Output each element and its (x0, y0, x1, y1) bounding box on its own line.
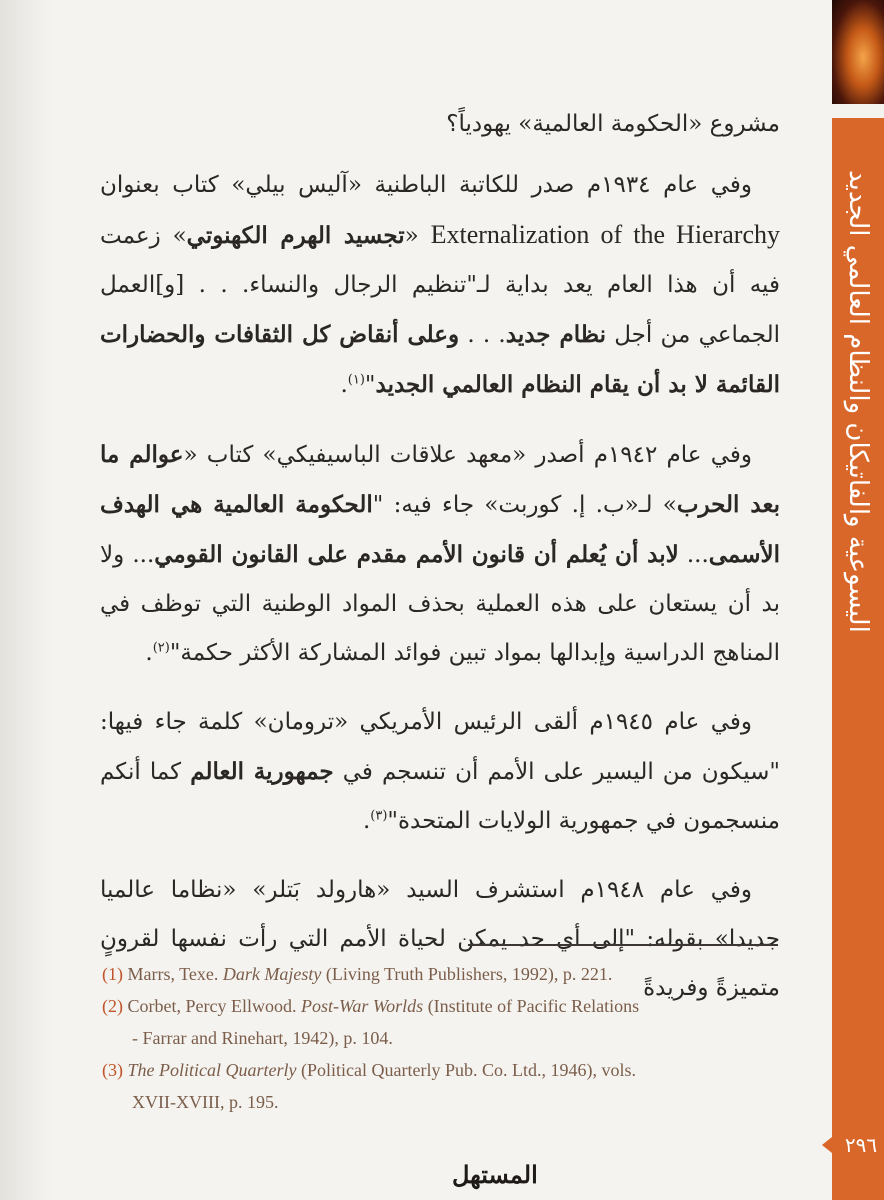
page-marker-arrow (822, 1137, 832, 1153)
footnote-2: (2) Corbet, Percy Ellwood. Post-War Worlds (Institute of Pacific Relations (102, 996, 640, 1016)
main-text (100, 100, 780, 1033)
sidebar-header-image (832, 0, 884, 104)
page-gutter-shadow (0, 0, 52, 1200)
footnote-ref: (٣) (370, 808, 388, 824)
paragraph: وفي عام ١٩٣٤م صدر للكاتبة الباطنية «آليس بيلي» كتاب بعنوان Externalization of the Hierarchy «تجسيد الهرم الكهنوتي» زعمت فيه أن هذا العام يعد بداية لـ"تنظيم الرجال والنساء. . . [و]العمل الجماعي من أجل نظام جديد. . . وعلى أنقاض كل الثقافات والحضارات القائمة لا بد أن يقام النظام العالمي الجديد"$^{(١)}$. (100, 172, 781, 398)
footnote-ref: (١) (347, 372, 365, 388)
sidebar-running-title: اليسوعية والفاتيكان والنظام العالمي الجديد (843, 170, 873, 633)
paragraph: وفي عام ١٩٤٢م أصدر «معهد علاقات الباسيفيكي» كتاب «عوالم ما بعد الحرب» لـ«ب. إ. كوربت» جاء فيه: "الحكومة العالمية هي الهدف الأسمى... لابد أن يُعلم أن قانون الأمم مقدم على القانون القومي... ولا بد أن يستعان على هذه العملية بحذف المواد الوطنية التي توظف في المناهج الدراسية وإبدالها بمواد تبين فوائد المشاركة الأكثر حكمة"$^{(٢)}$. (100, 441, 781, 666)
paragraph: وفي عام ١٩٤٨م استشرف السيد «هارولد بَتلر» «نظاما عالميا جديدا» بقوله: "إلى أي حد يمكن لحياة الأمم التي رأت نفسها لقرونٍ متميزةً وفريدةً (100, 877, 780, 1001)
page-number: ٢٩٦ (844, 1133, 878, 1157)
paragraph: مشروع «الحكومة العالمية» يهودياً؟ (446, 111, 780, 137)
bold-phrase: وعلى أنقاض كل الثقافات والحضارات القائمة لا بد أن يقام النظام العالمي الجديد (100, 321, 780, 398)
footnote-2-continued: - Farrar and Rinehart, 1942), p. 104. (132, 1028, 393, 1048)
footnote-3: (3) The Political Quarterly (Political Quarterly Pub. Co. Ltd., 1946), vols. (102, 1060, 636, 1080)
english-book-title: Externalization of the Hierarchy (430, 220, 780, 249)
publisher-logo: المستهل (452, 1160, 538, 1189)
bold-phrase: لابد أن يُعلم أن قانون الأمم مقدم على القانون القومي (154, 541, 679, 568)
bold-phrase: جمهورية العالم (190, 758, 334, 785)
footnotes (102, 958, 792, 1118)
bold-phrase: عوالم ما بعد الحرب (100, 441, 781, 518)
footnote-1: (1) Marrs, Texe. Dark Majesty (Living Truth Publishers, 1992), p. 221. (102, 964, 613, 984)
footnote-ref: (٢) (152, 640, 170, 656)
bold-phrase: نظام جديد (505, 321, 606, 348)
bold-phrase: الحكومة العالمية هي الهدف الأسمى (100, 491, 781, 568)
bold-phrase: تجسيد الهرم الكهنوتي (186, 222, 405, 249)
paragraph: وفي عام ١٩٤٥م ألقى الرئيس الأمريكي «ترومان» كلمة جاء فيها: "سيكون من اليسير على الأمم أن تنسجم في جمهورية العالم كما أنكم منسجمون في جمهورية الولايات المتحدة"$^{(٣)}$. (100, 709, 780, 834)
footnote-separator (468, 944, 778, 946)
footnote-3-continued: XVII-XVIII, p. 195. (132, 1092, 279, 1112)
